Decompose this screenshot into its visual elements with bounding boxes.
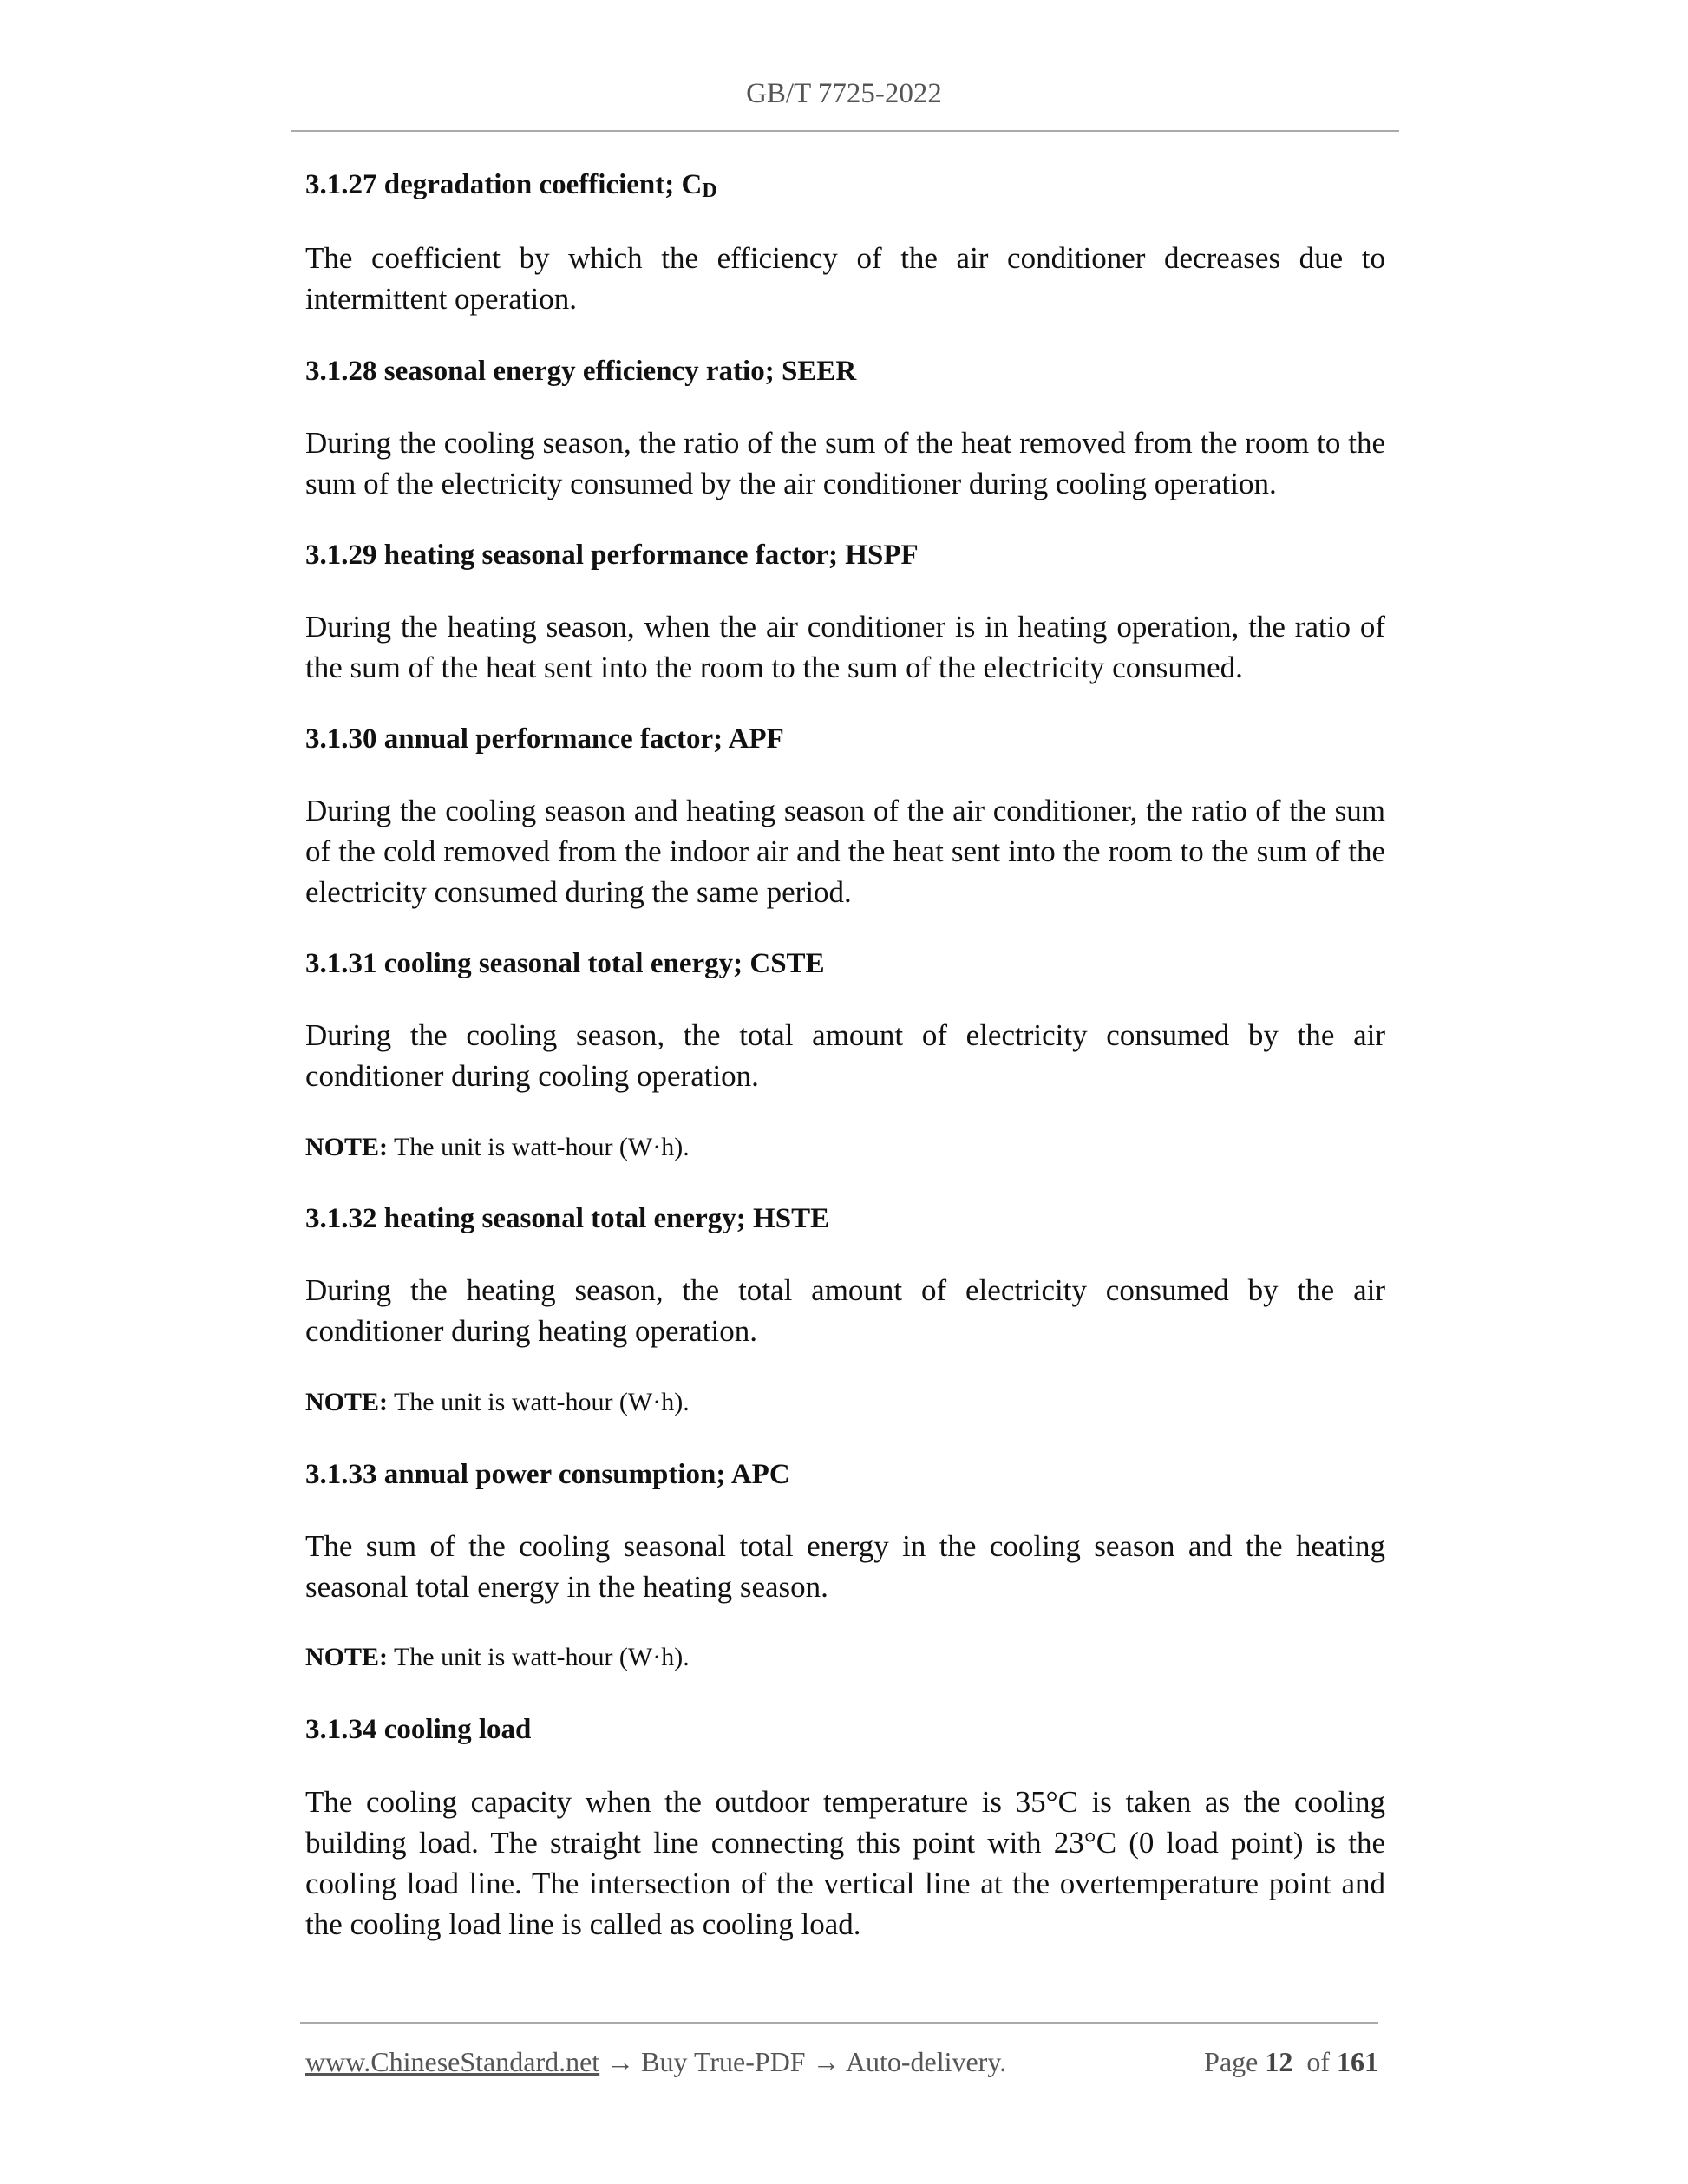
note-text: The unit is watt-hour (W·h). (393, 1643, 690, 1671)
page-total: 161 (1337, 2046, 1378, 2077)
note-label: NOTE: (305, 1388, 389, 1416)
document-header: GB/T 7725-2022 (746, 78, 942, 109)
section-term: heating seasonal performance factor; HSPF (383, 539, 919, 571)
note-label: NOTE: (305, 1643, 389, 1671)
section-term: cooling load (383, 1714, 532, 1745)
section-heading (305, 165, 1385, 212)
section-term: heating seasonal total energy; HSTE (383, 1203, 830, 1234)
section-body: During the cooling season, the ratio of the sum of the heat removed from the room to the sum of the electricity consumed by the air conditioner during cooling operation. (305, 426, 1385, 500)
section-term: annual power consumption; APC (383, 1459, 790, 1490)
page-number: 12 (1265, 2046, 1293, 2077)
section-heading (305, 719, 1385, 760)
section-heading (305, 1455, 1385, 1495)
section-body: During the cooling season and heating season of the air conditioner, the ratio of the sum of the cold removed from the indoor air and the heat sent into the room to the sum of the electricity consumed during the same period. (305, 794, 1385, 909)
header-divider (291, 130, 1399, 132)
subscript: D (702, 180, 717, 202)
section-number: 3.1.27 (305, 169, 377, 200)
footer-divider (300, 2022, 1378, 2024)
note-text: The unit is watt-hour (W·h). (393, 1388, 690, 1416)
page-label: Page (1204, 2046, 1259, 2077)
note-text: The unit is watt-hour (W·h). (393, 1133, 690, 1161)
section-body: The cooling capacity when the outdoor temperature is 35°C is taken as the cooling building load. The straight line connecting this point with 23°C (0 load point) is the cooling load line. The intersection of the vertical line at the overtemperature point and the cooling load line is called as cooling load. (305, 1785, 1385, 1941)
section-number: 3.1.34 (305, 1714, 377, 1745)
website-link[interactable]: www.ChineseStandard.net (305, 2046, 600, 2077)
section-term: seasonal energy efficiency ratio; SEER (383, 356, 857, 387)
section-number: 3.1.28 (305, 356, 377, 387)
section-term: annual performance factor; APF (383, 723, 784, 755)
section-term: degradation coefficient; C (383, 169, 703, 200)
note (305, 1382, 1385, 1422)
section-body: The sum of the cooling seasonal total energy in the cooling season and the heating seasonal total energy in the heating season. (305, 1529, 1385, 1604)
section-term: cooling seasonal total energy; CSTE (383, 948, 825, 979)
section-number: 3.1.30 (305, 723, 377, 755)
section-heading (305, 1199, 1385, 1239)
section-body: During the cooling season, the total amount of electricity consumed by the air conditioner during cooling operation. (305, 1018, 1385, 1093)
section-heading (305, 535, 1385, 576)
page-footer (305, 2043, 1378, 2081)
section-heading (305, 1710, 1385, 1750)
section-heading (305, 944, 1385, 984)
note (305, 1637, 1385, 1677)
promo-text: → Buy True-PDF → Auto-delivery. (599, 2046, 1007, 2077)
section-number: 3.1.31 (305, 948, 377, 979)
section-heading (305, 351, 1385, 392)
section-body: During the heating season, when the air conditioner is in heating operation, the ratio of the sum of the heat sent into the room to the sum of the electricity consumed. (305, 610, 1385, 684)
footer-promo (305, 2043, 1006, 2081)
note-label: NOTE: (305, 1133, 389, 1161)
page-indicator (1204, 2043, 1378, 2081)
section-number: 3.1.32 (305, 1203, 377, 1234)
section-number: 3.1.29 (305, 539, 377, 571)
section-body: The coefficient by which the efficiency of the air conditioner decreases due to intermittent operation. (305, 241, 1385, 316)
note (305, 1127, 1385, 1167)
section-number: 3.1.33 (305, 1459, 377, 1490)
section-body: During the heating season, the total amount of electricity consumed by the air conditioner during heating operation. (305, 1273, 1385, 1348)
of-label: of (1306, 2046, 1330, 2077)
